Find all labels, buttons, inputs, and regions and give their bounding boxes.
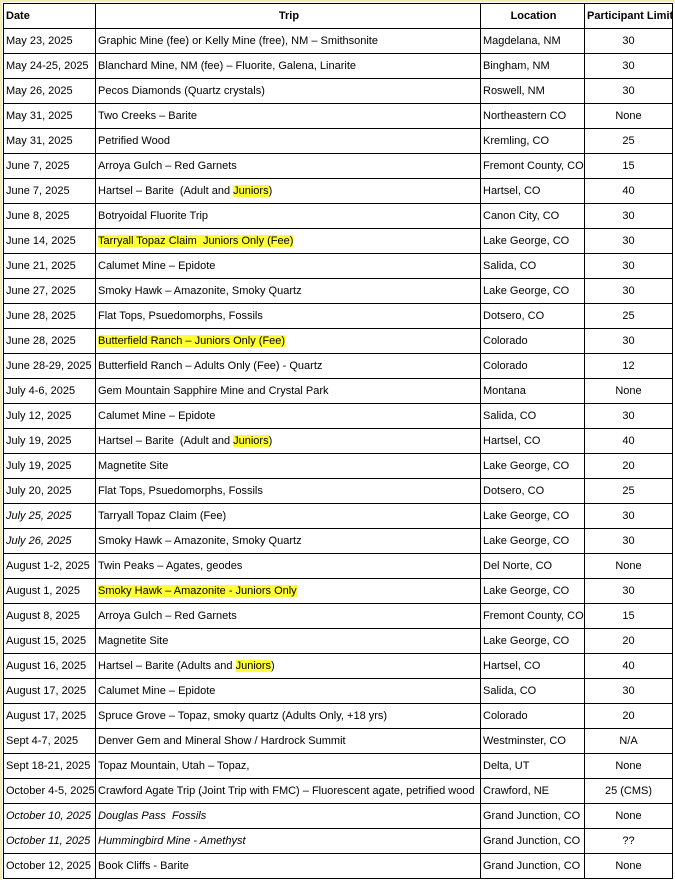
- cell-location: Del Norte, CO: [481, 554, 585, 579]
- header-trip: Trip: [96, 4, 481, 29]
- cell-participant-limit: 12: [585, 354, 673, 379]
- cell-trip: [96, 379, 481, 404]
- cell-trip: [96, 754, 481, 779]
- cell-trip: [96, 129, 481, 154]
- cell-date: July 12, 2025: [4, 404, 96, 429]
- cell-trip: [96, 329, 481, 354]
- trip-text: Twin Peaks – Agates, geodes: [98, 560, 243, 572]
- trip-text: Arroya Gulch – Red Garnets: [98, 610, 237, 622]
- table-row: [4, 229, 673, 254]
- cell-location: Kremling, CO: [481, 129, 585, 154]
- cell-participant-limit: 30: [585, 279, 673, 304]
- cell-location: Dotsero, CO: [481, 479, 585, 504]
- cell-location: Lake George, CO: [481, 579, 585, 604]
- cell-trip: [96, 79, 481, 104]
- trip-text: Blanchard Mine, NM (fee) – Fluorite, Galena, Linarite: [98, 60, 357, 72]
- cell-trip: [96, 804, 481, 829]
- cell-date: August 17, 2025: [4, 704, 96, 729]
- table-row: [4, 379, 673, 404]
- cell-location: Montana: [481, 379, 585, 404]
- trip-text: ): [271, 660, 275, 672]
- cell-location: Canon City, CO: [481, 204, 585, 229]
- table-row: [4, 54, 673, 79]
- cell-trip: [96, 779, 481, 804]
- cell-participant-limit: 30: [585, 504, 673, 529]
- highlighted-text: Smoky Hawk – Amazonite - Juniors Only: [98, 585, 297, 597]
- table-row: [4, 304, 673, 329]
- table-row: [4, 254, 673, 279]
- cell-date: June 28, 2025: [4, 329, 96, 354]
- cell-date: August 1-2, 2025: [4, 554, 96, 579]
- cell-location: Salida, CO: [481, 679, 585, 704]
- cell-location: Delta, UT: [481, 754, 585, 779]
- cell-participant-limit: 30: [585, 679, 673, 704]
- cell-location: Lake George, CO: [481, 529, 585, 554]
- cell-date: May 26, 2025: [4, 79, 96, 104]
- highlighted-text: Butterfield Ranch – Juniors Only (Fee): [98, 335, 286, 347]
- cell-trip: [96, 604, 481, 629]
- table-body: [4, 29, 673, 879]
- cell-trip: [96, 554, 481, 579]
- table-row: [4, 404, 673, 429]
- cell-location: Dotsero, CO: [481, 304, 585, 329]
- cell-date: May 31, 2025: [4, 104, 96, 129]
- cell-participant-limit: N/A: [585, 729, 673, 754]
- cell-location: Grand Junction, CO: [481, 829, 585, 854]
- cell-participant-limit: 15: [585, 604, 673, 629]
- cell-trip: [96, 729, 481, 754]
- trip-text: Pecos Diamonds (Quartz crystals): [98, 85, 265, 97]
- cell-trip: [96, 654, 481, 679]
- table-row: [4, 629, 673, 654]
- cell-date: July 4-6, 2025: [4, 379, 96, 404]
- trip-text: Hartsel – Barite (Adult and: [98, 435, 234, 447]
- cell-participant-limit: None: [585, 854, 673, 879]
- table-row: [4, 654, 673, 679]
- cell-date: May 23, 2025: [4, 29, 96, 54]
- cell-participant-limit: 30: [585, 404, 673, 429]
- trip-text: Smoky Hawk – Amazonite, Smoky Quartz: [98, 535, 302, 547]
- cell-participant-limit: None: [585, 379, 673, 404]
- cell-location: Crawford, NE: [481, 779, 585, 804]
- cell-date: May 24-25, 2025: [4, 54, 96, 79]
- cell-participant-limit: 30: [585, 79, 673, 104]
- cell-location: Bingham, NM: [481, 54, 585, 79]
- cell-participant-limit: 30: [585, 579, 673, 604]
- header-date: Date: [4, 4, 96, 29]
- cell-date: May 31, 2025: [4, 129, 96, 154]
- cell-trip: [96, 679, 481, 704]
- table-row: [4, 154, 673, 179]
- cell-date: Sept 18-21, 2025: [4, 754, 96, 779]
- table-row: [4, 579, 673, 604]
- cell-trip: [96, 579, 481, 604]
- table-row: [4, 604, 673, 629]
- cell-date: June 7, 2025: [4, 179, 96, 204]
- table-row: [4, 79, 673, 104]
- cell-participant-limit: 25: [585, 304, 673, 329]
- cell-trip: [96, 104, 481, 129]
- cell-participant-limit: 40: [585, 429, 673, 454]
- trip-text: Tarryall Topaz Claim (Fee): [98, 510, 227, 522]
- cell-participant-limit: None: [585, 754, 673, 779]
- header-participant-limit: Participant Limit: [585, 4, 673, 29]
- table-row: [4, 429, 673, 454]
- trip-text: ): [268, 185, 273, 197]
- cell-date: June 7, 2025: [4, 154, 96, 179]
- cell-participant-limit: None: [585, 104, 673, 129]
- table-row: [4, 729, 673, 754]
- cell-date: June 14, 2025: [4, 229, 96, 254]
- trip-text: Two Creeks – Barite: [98, 110, 198, 122]
- trip-text: Hartsel – Barite (Adults and: [98, 660, 236, 672]
- cell-location: Lake George, CO: [481, 504, 585, 529]
- cell-participant-limit: 30: [585, 29, 673, 54]
- table-row: [4, 804, 673, 829]
- trip-text: Magnetite Site: [98, 635, 169, 647]
- table-row: [4, 479, 673, 504]
- trip-text: Douglas Pass Fossils: [98, 810, 207, 822]
- trip-text: Spruce Grove – Topaz, smoky quartz (Adults Only, +18 yrs): [98, 710, 388, 722]
- cell-participant-limit: ??: [585, 829, 673, 854]
- table-row: [4, 354, 673, 379]
- cell-location: Lake George, CO: [481, 629, 585, 654]
- cell-date: August 17, 2025: [4, 679, 96, 704]
- cell-trip: [96, 854, 481, 879]
- cell-location: Lake George, CO: [481, 229, 585, 254]
- cell-date: July 19, 2025: [4, 429, 96, 454]
- table-row: [4, 704, 673, 729]
- cell-location: Salida, CO: [481, 254, 585, 279]
- cell-location: Hartsel, CO: [481, 179, 585, 204]
- trip-text: Calumet Mine – Epidote: [98, 410, 216, 422]
- trip-text: Crawford Agate Trip (Joint Trip with FMC) – Fluorescent agate, petrified wood: [98, 785, 475, 797]
- cell-trip: [96, 354, 481, 379]
- cell-trip: [96, 429, 481, 454]
- cell-participant-limit: 40: [585, 654, 673, 679]
- cell-participant-limit: None: [585, 554, 673, 579]
- cell-trip: [96, 404, 481, 429]
- cell-participant-limit: 30: [585, 254, 673, 279]
- cell-participant-limit: 20: [585, 454, 673, 479]
- highlighted-text: Juniors: [233, 185, 269, 197]
- table-row: [4, 854, 673, 879]
- table-row: [4, 104, 673, 129]
- cell-location: Salida, CO: [481, 404, 585, 429]
- table-row: [4, 504, 673, 529]
- cell-location: Fremont County, CO: [481, 604, 585, 629]
- cell-participant-limit: 20: [585, 704, 673, 729]
- highlighted-text: Juniors: [233, 435, 269, 447]
- table-row: [4, 554, 673, 579]
- cell-date: October 12, 2025: [4, 854, 96, 879]
- cell-participant-limit: 30: [585, 54, 673, 79]
- cell-date: August 1, 2025: [4, 579, 96, 604]
- cell-participant-limit: 30: [585, 529, 673, 554]
- cell-location: Lake George, CO: [481, 279, 585, 304]
- table-row: [4, 454, 673, 479]
- header-location: Location: [481, 4, 585, 29]
- cell-date: August 16, 2025: [4, 654, 96, 679]
- trip-text: Flat Tops, Psuedomorphs, Fossils: [98, 485, 263, 497]
- table-row: [4, 129, 673, 154]
- cell-participant-limit: 30: [585, 229, 673, 254]
- table-row: [4, 279, 673, 304]
- cell-trip: [96, 204, 481, 229]
- cell-location: Grand Junction, CO: [481, 854, 585, 879]
- table-row: [4, 754, 673, 779]
- cell-date: June 27, 2025: [4, 279, 96, 304]
- cell-location: Grand Junction, CO: [481, 804, 585, 829]
- cell-trip: [96, 454, 481, 479]
- cell-participant-limit: 25: [585, 129, 673, 154]
- cell-location: Magdelana, NM: [481, 29, 585, 54]
- cell-location: Westminster, CO: [481, 729, 585, 754]
- cell-location: Colorado: [481, 354, 585, 379]
- table-row: [4, 29, 673, 54]
- cell-trip: [96, 29, 481, 54]
- cell-trip: [96, 229, 481, 254]
- cell-date: October 11, 2025: [4, 829, 96, 854]
- cell-location: Roswell, NM: [481, 79, 585, 104]
- cell-date: June 21, 2025: [4, 254, 96, 279]
- cell-trip: [96, 179, 481, 204]
- table-row: [4, 179, 673, 204]
- cell-date: June 28-29, 2025: [4, 354, 96, 379]
- header-row: [4, 4, 673, 29]
- cell-location: Lake George, CO: [481, 454, 585, 479]
- cell-date: August 15, 2025: [4, 629, 96, 654]
- cell-trip: [96, 629, 481, 654]
- field-trip-table: [3, 3, 673, 879]
- cell-participant-limit: 30: [585, 329, 673, 354]
- trip-text: Graphic Mine (fee) or Kelly Mine (free), NM – Smithsonite: [98, 35, 378, 47]
- trip-text: ): [268, 435, 273, 447]
- cell-trip: [96, 829, 481, 854]
- cell-date: June 8, 2025: [4, 204, 96, 229]
- trip-text: Calumet Mine – Epidote: [98, 260, 216, 272]
- cell-date: June 28, 2025: [4, 304, 96, 329]
- cell-trip: [96, 279, 481, 304]
- cell-date: October 4-5, 2025: [4, 779, 96, 804]
- table-row: [4, 329, 673, 354]
- cell-location: Northeastern CO: [481, 104, 585, 129]
- table-row: [4, 679, 673, 704]
- cell-date: July 26, 2025: [4, 529, 96, 554]
- table-row: [4, 529, 673, 554]
- cell-participant-limit: 25 (CMS): [585, 779, 673, 804]
- cell-trip: [96, 529, 481, 554]
- cell-location: Hartsel, CO: [481, 429, 585, 454]
- cell-trip: [96, 479, 481, 504]
- cell-participant-limit: 25: [585, 479, 673, 504]
- cell-date: October 10, 2025: [4, 804, 96, 829]
- cell-date: August 8, 2025: [4, 604, 96, 629]
- table-row: [4, 779, 673, 804]
- cell-trip: [96, 254, 481, 279]
- cell-date: July 19, 2025: [4, 454, 96, 479]
- highlighted-text: Tarryall Topaz Claim Juniors Only (Fee): [98, 235, 294, 247]
- trip-text: Hummingbird Mine - Amethyst: [98, 835, 246, 847]
- cell-date: Sept 4-7, 2025: [4, 729, 96, 754]
- cell-location: Colorado: [481, 329, 585, 354]
- cell-trip: [96, 704, 481, 729]
- trip-text: Topaz Mountain, Utah – Topaz,: [98, 760, 250, 772]
- trip-text: Gem Mountain Sapphire Mine and Crystal Park: [98, 385, 329, 397]
- highlighted-text: Juniors: [235, 660, 272, 672]
- trip-text: Calumet Mine – Epidote: [98, 685, 216, 697]
- trip-text: Flat Tops, Psuedomorphs, Fossils: [98, 310, 263, 322]
- trip-text: Butterfield Ranch – Adults Only (Fee) - Quartz: [98, 360, 323, 372]
- cell-participant-limit: 15: [585, 154, 673, 179]
- cell-location: Hartsel, CO: [481, 654, 585, 679]
- trip-text: Petrified Wood: [98, 135, 170, 147]
- cell-location: Fremont County, CO: [481, 154, 585, 179]
- cell-participant-limit: 40: [585, 179, 673, 204]
- table-row: [4, 204, 673, 229]
- trip-text: Book Cliffs - Barite: [98, 860, 189, 872]
- table-row: [4, 829, 673, 854]
- trip-text: Botryoidal Fluorite Trip: [98, 210, 209, 222]
- cell-participant-limit: 20: [585, 629, 673, 654]
- trip-text: Arroya Gulch – Red Garnets: [98, 160, 237, 172]
- cell-trip: [96, 154, 481, 179]
- cell-date: July 25, 2025: [4, 504, 96, 529]
- trip-text: Smoky Hawk – Amazonite, Smoky Quartz: [98, 285, 302, 297]
- cell-participant-limit: 30: [585, 204, 673, 229]
- cell-trip: [96, 304, 481, 329]
- cell-trip: [96, 504, 481, 529]
- cell-trip: [96, 54, 481, 79]
- trip-text: Hartsel – Barite (Adult and: [98, 185, 234, 197]
- cell-location: Colorado: [481, 704, 585, 729]
- trip-text: Magnetite Site: [98, 460, 169, 472]
- cell-date: July 20, 2025: [4, 479, 96, 504]
- cell-participant-limit: None: [585, 804, 673, 829]
- trip-text: Denver Gem and Mineral Show / Hardrock Summit: [98, 735, 346, 747]
